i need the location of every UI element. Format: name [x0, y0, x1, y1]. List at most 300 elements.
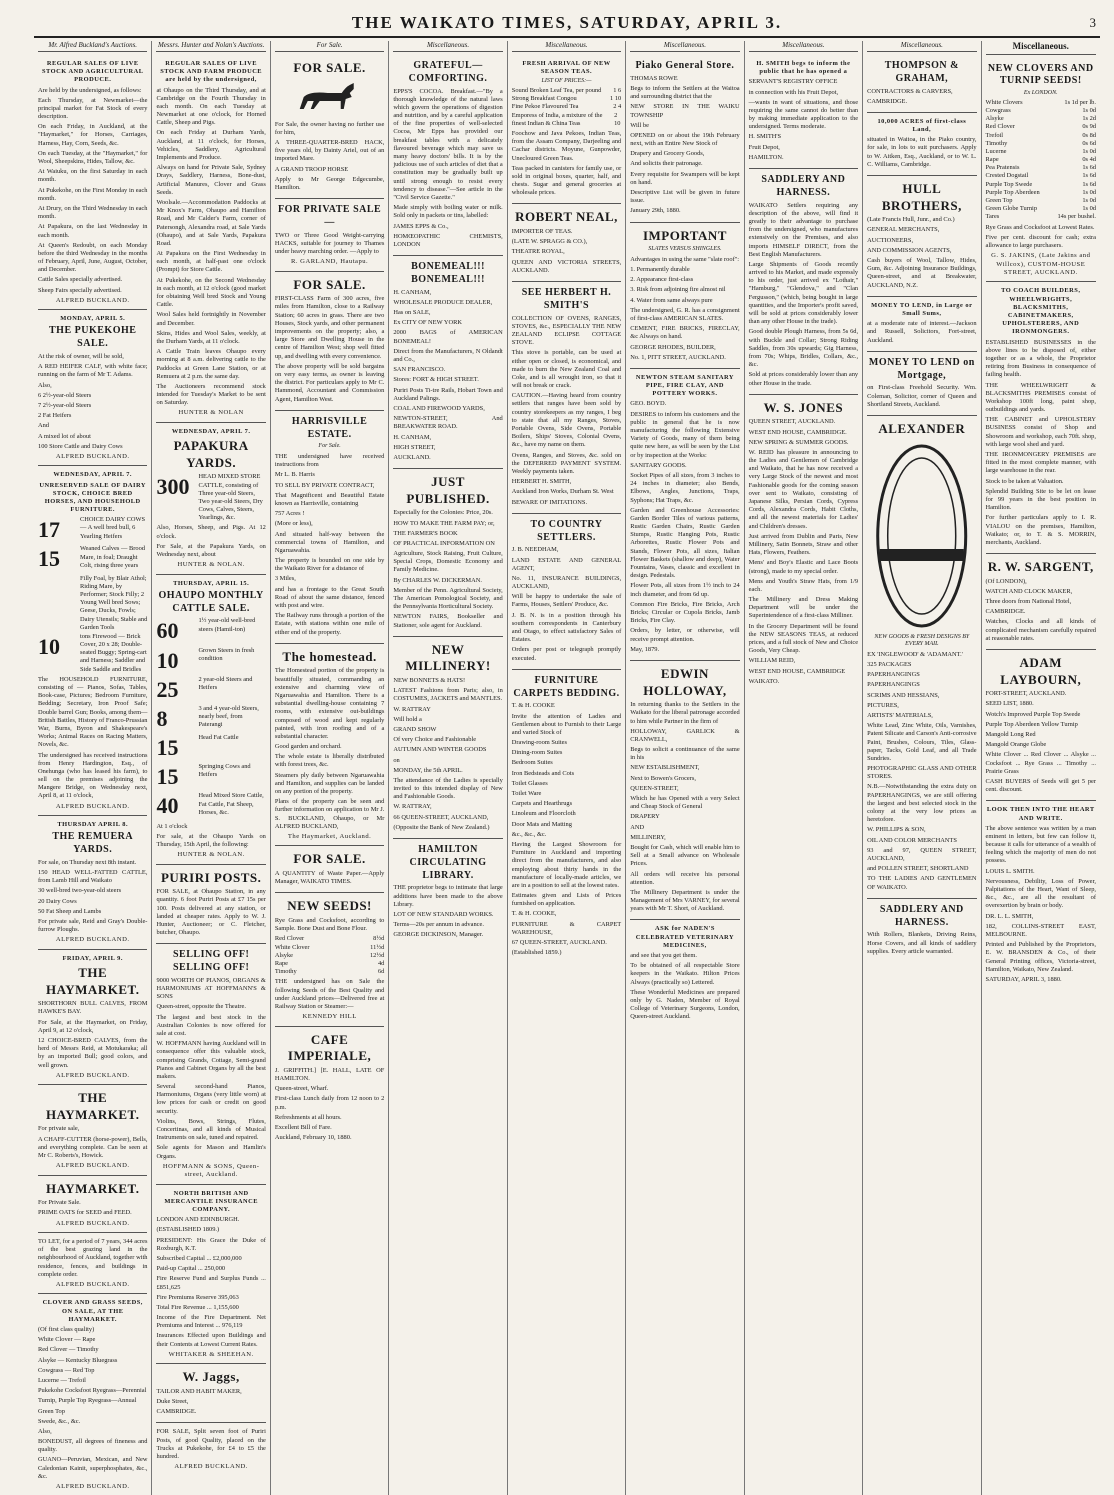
price-item: Alsyke — [985, 115, 1004, 123]
stock-count: 10 — [38, 633, 60, 659]
ad-text: Also, Horses, Sheep, and Pigs. At 12 o'clock. — [156, 524, 266, 540]
ad-heading: NEW SEEDS! — [287, 898, 372, 914]
advertisement — [867, 113, 976, 176]
ad-line: In returning thanks to the Settlers in the Waikato for the liberal patronage accorded to him while Partner in the firm of — [630, 701, 740, 725]
advertisement — [630, 920, 739, 1027]
stock-count: 300 — [156, 474, 190, 500]
ad-line: The whole estate is liberally distributed with forest trees, &c. — [274, 753, 385, 769]
ad-line: Dining-room Suites — [511, 749, 563, 757]
price-row — [986, 156, 1096, 164]
ad-line: The Auctioneers recommend stock intended for Tuesday's Market to be sent on Saturday. — [156, 382, 266, 407]
ad-line: CAMBRIDGE. — [867, 97, 908, 105]
ad-line: Swede, &c., &c. — [38, 1417, 81, 1425]
ad-line: Ex CITY OF NEW YORK — [393, 319, 462, 327]
ad-line: Every requisite for Swampers will be kept on hand. — [630, 170, 740, 186]
price-row — [275, 952, 384, 960]
ad-line: (Established 1859.) — [511, 949, 562, 957]
advertisement — [512, 204, 621, 282]
advertisement — [749, 55, 858, 169]
price-value: 1s 2d — [1082, 115, 1096, 123]
ad-line: GUANO—Peruvian, Mexican, and New Caledonian Kainit, superphosphates, &c., &c. — [38, 1456, 148, 1480]
ad-signature: ALFRED BUCKLAND. — [174, 1463, 248, 1471]
ad-line: WATCH AND CLOCK MAKER, — [985, 587, 1073, 595]
stock-count: 8 — [156, 705, 168, 731]
ad-line: The above property will be sold bargains on very easy terms, as owner is leaving the district. For particulars apply to Mr C. Hammond, Accountant and Commission Agent, Hamilton West. — [274, 362, 385, 403]
price-row — [986, 99, 1096, 107]
advertisement — [275, 55, 384, 199]
ad-line: At Drury, on the Third Wednesday in each month. — [38, 204, 148, 221]
ad-line: Three doors from National Hotel, — [985, 598, 1072, 606]
ad-date: MONDAY, APRIL 5. — [60, 315, 126, 323]
advertisement — [867, 899, 976, 962]
ad-line: (Opposite the Bank of New Zealand.) — [393, 823, 490, 831]
price-item: Alsyke — [274, 951, 293, 959]
ad-line: Fire Premiums Reserve 395,063 — [156, 1293, 239, 1301]
stock-row — [38, 575, 147, 632]
price-row — [275, 960, 384, 968]
column-header: Miscellaneous. — [630, 41, 739, 52]
ad-heading: OHAUPO MONTHLY CATTLE SALE. — [158, 589, 264, 614]
ad-line: Mens and Youth's Straw Hats, from 1/9 each. — [748, 577, 859, 593]
ad-line: For private sale, Reid and Gray's Double-furrow Ploughs. — [38, 918, 148, 934]
ad-line: And situated half-way between the commercial towns of Hamilton, and Ngaruawahia. — [274, 530, 385, 554]
ad-line: SAN FRANCISCO. — [393, 366, 446, 374]
ad-signature: HOFFMANN & SONS, Queen-street, Auckland. — [162, 1162, 260, 1179]
ad-line: These Wonderful Medicines are prepared only by G. Naden, Member of Royal College of Veterinary Surgeons, London, Queen-street Auckland. — [630, 988, 740, 1021]
ad-line: A CHAFF-CUTTER (horse-power), Bells, and everything complete. Can be seen at Mr C. Roberts's, Howick. — [38, 1135, 148, 1160]
ad-line: THE CABINET and UPHOLSTERY BUSINESS consist of Shop and Showroom and workshop, each 70ft. shop, with large wool shed and yard. — [985, 416, 1096, 448]
ad-line: AUCTIONEERS, — [867, 236, 914, 244]
stock-row — [156, 734, 265, 762]
ad-line: TO SELL BY PRIVATE CONTRACT, — [274, 481, 375, 489]
ad-signature: KENNEDY HILL — [302, 1013, 357, 1021]
ad-heading: HULL BROTHERS, — [881, 181, 962, 213]
price-row — [512, 95, 621, 103]
ad-line: At Pukekohe, on the First Monday in each month. — [38, 186, 148, 202]
ad-date: THURSDAY APRIL 8. — [57, 821, 129, 829]
ad-line: THE undersigned has on Sale the following Seeds of the Best Quality and under Auckland prices—Delivered free at Railway Station or Steamer:— — [274, 978, 385, 1010]
advertisement — [393, 839, 502, 946]
stock-description: Filly Foal, by Blair Athol; Riding Mare, by Performer; Stock Filly; 2 Young Well bred Sows; Geese, Ducks, Fowls; Dairy Utensils; Stable and Garden Tools — [80, 574, 148, 631]
price-value: 2 10 — [614, 111, 621, 127]
ad-line: (Of LONDON), — [985, 577, 1027, 585]
ad-line: 20 Dairy Cows — [38, 897, 77, 905]
price-row — [986, 123, 1096, 131]
ad-heading: SADDLERY AND HARNESS. — [761, 174, 846, 198]
advertisement — [986, 801, 1096, 990]
price-value: 2 4 — [613, 103, 622, 111]
ad-signature: ALFRED BUCKLAND. — [55, 452, 130, 460]
ad-line: THE FARMER'S BOOK — [393, 529, 458, 537]
stock-count: 60 — [156, 618, 179, 644]
stock-description: 1½ year-old well-bred steers (Hamil-ton) — [198, 617, 256, 633]
ad-line: T. & H. COOKE, — [511, 910, 557, 918]
stock-description: CHOICE DAIRY COWS — A well bred bull, 6 Yearling Heifers — [80, 516, 146, 540]
ad-heading: FOR SALE. — [293, 851, 366, 867]
ad-signature: ALFRED BUCKLAND. — [55, 802, 130, 810]
ad-heading: REGULAR SALES OF LIVE STOCK AND AGRICULTURAL PRODUCE. — [41, 59, 144, 84]
ad-line: A QUANTITY of Waste Paper.—Apply Manager, WAIKATO TIMES. — [274, 870, 385, 886]
ad-line: For Sale, at the Haymarket, on Friday, April 9, at 12 o'clock, — [38, 1018, 148, 1034]
advertisement — [38, 1176, 147, 1233]
ad-line: Apply to Mr George Edgecumbe, Hamilton. — [274, 175, 385, 191]
price-value: 6d — [377, 968, 385, 976]
ad-line: Mangold Long Red — [985, 731, 1036, 739]
ad-line: Turnip, Purple Top Ryegrass—Annual — [38, 1397, 137, 1405]
ad-heading: W. Jaggs, — [182, 1369, 240, 1385]
ad-line: FIRST-CLASS Farm of 300 acres, five miles from Hamilton, close to a Railway Station; 60 acres in grass. There are two Houses, Stock yards, and other permanent improvements on the property; also, a large Store and Dwelling House in the centre of Hamilton West; shop well fitted up, and dwelling with every convenience. — [274, 295, 385, 360]
price-value: 1 10 — [610, 95, 622, 103]
ad-line: Also, — [38, 381, 52, 389]
price-row — [275, 935, 384, 943]
ad-line: HOW TO MAKE THE FARM PAY; or, — [393, 519, 495, 527]
ad-line: First-class Lunch daily from 12 noon to 2 p.m. — [274, 1095, 385, 1111]
ad-line: Insurances Effected upon Buildings and their Contents at Lowest Current Rates. — [156, 1332, 266, 1348]
ad-heading: MONEY TO LEND, in Large or Small Sums, — [871, 301, 973, 317]
stock-row — [156, 676, 265, 704]
price-value: 1s 6d — [1082, 180, 1096, 188]
advertisement — [867, 352, 976, 416]
ad-heading: THE HAYMARKET. — [45, 1090, 140, 1122]
ad-line: N.B.—Notwithstanding the extra duty on PAPERHANGINGS, we are still offering the largest and best selected stock in the colony at the very low prices as heretofore. — [867, 783, 977, 824]
ad-signature: ALFRED BUCKLAND. — [55, 1162, 130, 1170]
column-header: Miscellaneous. — [393, 41, 502, 52]
ad-line: TO THE LADIES AND GENTLEMEN OF WAIKATO. — [867, 875, 977, 891]
ad-line: —wants in want of situations, and those requiring the same cannot do better than by making immediate application to the undersigned. Terms moderate. — [748, 98, 859, 131]
advertisement — [986, 58, 1096, 283]
ad-line: BEWARE OF IMITATIONS. — [511, 498, 588, 506]
ad-line: Puriri Posts Ti-tre Rails, Hobart Town and Auckland Palings. — [393, 386, 503, 402]
ad-line: Alsyke — Kentucky Bluegrass — [38, 1356, 118, 1364]
ad-heading: FRESH ARRIVAL OF NEW SEASON TEAS. — [522, 59, 611, 76]
advertisement — [156, 1364, 265, 1423]
ad-line: Next to Bowen's Grocers, — [630, 774, 696, 782]
ad-line: 757 Acres ! — [274, 510, 305, 518]
stock-row — [38, 633, 147, 674]
ad-line: Subscribed Capital ... £2,000,000 — [156, 1254, 242, 1262]
price-row — [986, 107, 1096, 115]
ad-line: Plans of the property can be seen and further information on application to Mr J. S. BUCKLAND, Ohaupo, or Mr ALFRED BUCKLAND, — [274, 798, 385, 830]
ad-heading: ASK for NADEN'S CELEBRATED VETERINARY MEDICINES, — [635, 925, 735, 949]
ad-heading: BONEMEAL!!! BONEMEAL!!! — [411, 261, 485, 285]
ad-heading: HAYMARKET. — [45, 1180, 140, 1196]
ad-line: For Sale, the owner having no further use for him, — [274, 120, 385, 136]
ad-line: The attendance of the Ladies is specially invited to this intended display of New and Fashionable Goods. — [393, 776, 503, 801]
stock-description: Head Fat Cattle — [198, 734, 239, 742]
ad-line: W. HOFFMANN having Auckland will in consequence offer this valuable stock, comprising Grands, Cottage, Semi-grand Pianos and Cabinet Organs by all the best makers. — [156, 1040, 266, 1080]
ad-line: WAIKATO. — [748, 677, 780, 685]
ad-line: J. B. N. is in a position through his southern correspondents in Canterbury and Otago, to effect satisfactory Sales of Estates. — [511, 611, 622, 644]
ad-heading: EDWIN HOLLOWAY, — [643, 665, 727, 698]
ad-line: GRAND SHOW — [393, 725, 437, 733]
ad-line: HOLLOWAY, GARLICK & CRANWELL, — [630, 727, 740, 743]
ad-heading: 10,000 ACRES of first-class Land, — [877, 117, 967, 134]
ad-line: Lucerne — Trefoil — [38, 1376, 86, 1384]
ad-line: NEW BONNETS & HATS! — [393, 677, 466, 685]
ad-line: Duke Street, — [156, 1398, 189, 1406]
ad-text: At 1 o'clock — [156, 822, 188, 830]
advertisement — [38, 466, 147, 816]
ad-line: TWO or Three Good Weight-carrying HACKS, suitable for journey to Thames under heavy marching order. —Apply to — [274, 231, 385, 256]
price-value: 12½d — [369, 951, 385, 959]
ad-line: EPPS'S COCOA. Breakfast.—"By a thorough knowledge of the natural laws which govern the operations of digestion and nutrition, and by a careful application of the fine properties of well-selected Cocoa, Mr Epps has provided our breakfast tables with a delicately flavoured beverage which may save us many heavy doctors' bills. It is by the judicious use of such articles of diet that a constitution may be gradually built up until strong enough to resist every tendency to disease."—See article in the "Civil Service Gazette." — [393, 87, 503, 201]
ad-line: Linoleum and Floorcloth — [511, 810, 576, 818]
ad-line: No. 11, INSURANCE BUILDINGS, AUCKLAND, — [511, 574, 622, 591]
ad-heading: CAFE IMPERIALE, — [287, 1031, 372, 1064]
advertisement — [275, 644, 384, 847]
price-value: 1s 0d — [1082, 147, 1096, 155]
price-value: 8½d — [373, 935, 385, 943]
ad-line: 4. Water from same always pure — [630, 296, 713, 304]
stock-row — [156, 617, 265, 645]
advertisement — [38, 950, 147, 1085]
ad-heading: TO COACH BUILDERS, WHEELWRIGHTS, BLACKSMITHS, CABINETMAKERS, UPHOLSTERERS, AND IRONMONGERS. — [1001, 287, 1081, 336]
ad-line: IMPORTER OF TEAS. — [511, 228, 573, 236]
ad-line: situated in Waitoa, in the Piako country, for sale, in lots to suit purchasers. Apply to W. Aitken, Esq., Auckland, or to W. L. C. Williams, Cambridge. — [867, 136, 977, 168]
ad-line: TO LET, for a period of 7 years, 344 acres of the best grazing land in the neighbourhood of Auckland, together with residence, fences, and buildings in complete order. — [38, 1238, 148, 1278]
ad-line: Paid-up Capital ... 250,000 — [156, 1265, 226, 1273]
alexander-seal-icon — [867, 441, 976, 631]
ad-line: WEST END HOUSE, CAMBRIDGE. — [748, 428, 847, 436]
ad-line: (Late Francis Hull, Junr., and Co.) — [867, 216, 955, 224]
price-row — [986, 164, 1096, 172]
ad-line: 2. Appearance first-class — [630, 276, 694, 284]
advertisement — [38, 1085, 147, 1175]
price-item: Sound Broken Leaf Tea, per pound — [511, 87, 602, 94]
stock-count: 40 — [156, 793, 179, 819]
ad-line: EX 'INGLEWOOD' & 'ADAMANT.' — [867, 650, 963, 658]
ad-line: Steamers ply daily between Ngaruawahia and Hamilton, and supplies can be landed on any portion of the property. — [274, 771, 385, 795]
stock-description: HEAD MIXED STORE CATTLE, consisting of Three year-old Steers, Two year-old Steers, Dry Cows, Calves, Steers, Yearlings, &c. — [198, 473, 263, 522]
advertisement — [749, 169, 858, 395]
ad-line: THOMAS ROWE — [630, 74, 678, 82]
ad-line: Will hold a — [393, 715, 422, 723]
ad-line: At Papakura, on the last Wednesday in each month. — [38, 223, 148, 239]
ad-line: By CHARLES W. DICKERMAN. — [393, 576, 482, 584]
ad-line: Queen-street, opposite the Theatre. — [156, 1003, 246, 1011]
ad-line: White Clover — Rape — [38, 1336, 96, 1344]
advertisement — [393, 256, 502, 469]
ad-line: Just arrived from Dublin and Paris, New Millinery, Satin Bonnets, Straw and other Hats, Flowers, Feathers. — [748, 532, 859, 557]
ad-line: Large Shipments of Goods recently arrived to his Market, and made expressly to his order, just arrived ex "Lothair," "Hamburg," "Glendova," and "Clan Fergusson," (which, being bought in large quantities, and the Importer's profit saved, will be sold at prices considerably lower than any other House in the trade). — [748, 260, 859, 326]
ad-line: Invite the attention of Ladies and Gentlemen about to Furnish to their Large and varied Stock of — [511, 712, 622, 736]
price-value: 1s 1d per lb. — [1064, 98, 1096, 106]
ad-line: That Magnificent and Beautiful Estate known as Harrisville, containing — [274, 491, 385, 507]
ad-signature: G. S. JAKINS, (Late Jakins and Willcox), CUSTOM-HOUSE STREET, AUCKLAND. — [991, 252, 1091, 277]
ad-line: Good garden and orchard. — [274, 743, 342, 751]
ad-line: Estimates given and Lists of Prices furnished on application. — [511, 892, 622, 908]
ad-line: Woolsale.—Accommodation Paddocks at Mr Knox's Farm, Ohaupo and Hamilton Road, and Mr Calder's Farm, corner of Patersongh, Alexandra road, at Sale Yards (Ohaupo), and at Sale Yards, Papakura Road. — [156, 198, 266, 247]
ad-line: SCRIMS AND HESSIANS, — [867, 691, 940, 699]
ad-line: Cowgrass — Red Top — [38, 1366, 95, 1374]
ad-line: CASH BUYERS of Seeds will get 5 per cent. discount. — [985, 777, 1096, 794]
price-value: 1s 0d — [1082, 106, 1096, 114]
ad-heading: CLOVER AND GRASS SEEDS, ON SALE, AT THE HAYMARKET. — [42, 1299, 143, 1323]
ad-line: 100 Store Cattle and Dairy Cows — [38, 442, 123, 450]
ad-heading: SELLING OFF! SELLING OFF! — [173, 949, 250, 974]
price-item: Trefoil — [985, 131, 1004, 139]
price-item: Green Globe Turnip — [985, 205, 1038, 213]
price-value: 0s 9d — [1082, 123, 1096, 131]
advertisement — [275, 846, 384, 893]
price-row — [512, 87, 621, 95]
ad-line: CAMBRIDGE. — [985, 608, 1026, 616]
stock-description: tons Firewood — Brick Cover, 20 x 28; Double-seated Buggy; Spring-cart and Harness; Saddler and Side Saddle and Bridles — [80, 632, 147, 673]
ad-line: The property is bounded on one side by the Waikato River for a distance of — [274, 557, 385, 573]
ad-line: Good double Plough Harness, from 5s 6d, with Buckle and Collar; Strong Riding Saddles, from 30s upwards; Gig Harness, from 70s; Whips, Bridles, Collars, &c., &c. — [748, 328, 859, 369]
ad-line: Cash buyers of Wool, Tallow, Hides, Gum, &c. Adjoining Insurance Buildings, Queen-street, and at Breakwater, AUCKLAND, N.Z. — [867, 257, 977, 289]
ad-heading: FURNITURE CARPETS BEDDING. — [513, 674, 620, 699]
column-header: Miscellaneous. — [749, 41, 858, 52]
ad-heading: SEE HERBERT H. SMITH'S — [521, 287, 612, 311]
ad-heading: UNRESERVED SALE OF DAIRY STOCK, CHOICE BRED HORSES, AND HOUSEHOLD FURNITURE. — [39, 481, 147, 514]
price-row — [986, 148, 1096, 156]
advertisement — [38, 55, 147, 310]
price-item: White Clover — [274, 943, 310, 951]
ad-subheading: SLATES VERSUS SHINGLES. — [648, 246, 722, 253]
ad-line: SHORTHORN BULL CALVES, FROM HAWKE'S BAY. — [38, 1000, 148, 1016]
ad-line: Each Thursday, at Newmarket—the principal market for Fat Stock of every description. — [38, 96, 148, 121]
advertisement — [275, 411, 384, 644]
ad-line: CONTRACTORS & CARVERS, — [867, 87, 953, 95]
ad-line: A GRAND TROOP HORSE — [274, 165, 349, 173]
price-item: Purple Top Aberdeen — [985, 188, 1040, 196]
ad-line: AUTUMN AND WINTER GOODS — [393, 746, 487, 754]
columns-container — [34, 41, 1100, 1491]
stock-row — [38, 545, 147, 573]
ad-line: HAMILTON. — [748, 153, 784, 161]
ad-line: Mr L. B. Harris — [274, 471, 315, 479]
ad-line: W. REID has pleasure in announcing to the Ladies and Gentlemen of Cambridge and Waikato, that he has now received a very Large Stock of the newest and most Fashionable goods for the coming season over sent to Waikato, consisting of Japanese Silks, Persian Cords, Cypress Cords, Alexandra Cords, Habit Cloths, and all the newest materials for Ladies' and Children's dresses. — [748, 448, 859, 530]
advertisement — [986, 650, 1096, 801]
ad-line: W. RATTRAY — [393, 705, 431, 713]
ad-line: W. PHILLIPS & SON, — [867, 826, 926, 834]
ad-line: WHOLESALE PRODUCE DEALER, — [393, 298, 493, 306]
ad-line: Made simply with boiling water or milk. Sold only in packets or tins, labelled: — [393, 204, 503, 220]
column-4 — [389, 41, 507, 1495]
ad-line: Sheep Fairs specially advertised. — [38, 286, 122, 294]
column-2 — [152, 41, 270, 1495]
ad-line: Begs to inform the Settlers at the Waitoa and surrounding district that the — [630, 84, 740, 101]
ad-signature: The Haymarket, Auckland. — [287, 832, 372, 840]
ad-line: Five per cent. discount for cash; extra allowance to large purchasers. — [985, 233, 1096, 249]
ad-heading: MONEY TO LEND on Mortgage, — [868, 356, 975, 381]
column-5 — [508, 41, 626, 1495]
ad-line: 6 2½-year-old Steers — [38, 391, 92, 399]
stock-description: Head Mixed Store Cattle, Fat Cattle, Fat Sheep, Horses, &c. — [198, 792, 264, 816]
ad-line: NEWTON-STREET, And BREAKWATER ROAD. — [393, 415, 503, 431]
price-item: White Clovers — [985, 98, 1023, 106]
ad-line: 150 HEAD WELL-FATTED CATTLE, from Lamb Hill and Waikato — [38, 869, 148, 885]
advertisement — [512, 670, 621, 964]
ad-line: Teas packed in canisters for family use, or sold in original boxes, quarter, half, and chests. Sugar and general groceries at wholesale prices. — [511, 164, 622, 197]
stock-count: 15 — [38, 546, 60, 572]
ad-line: BONEDUST, all degrees of fineness and quality. — [38, 1438, 148, 1454]
ad-line: AND COMMISSION AGENTS, — [867, 246, 952, 254]
price-value: 0s 4d — [1082, 156, 1096, 164]
ad-line: 182, COLLINS-STREET EAST, MELBOURNE. — [985, 922, 1096, 938]
ad-line: This stove is portable, can be used at either open or closed, is economical, and made to burn the New Zealand Coal and Coke, and is all wrought iron, so that it will not break or crack. — [511, 349, 622, 390]
ad-line: On each Tuesday, at the "Haymarket," for Wool, Sheepskins, Hides, Tallow, &c. — [38, 149, 148, 166]
ad-line: PAPERHANGINGS — [867, 671, 920, 679]
ad-line: WEST END HOUSE, CAMBRIDGE — [748, 667, 846, 675]
advertisement — [156, 55, 265, 423]
ad-line: LOT OF NEW STANDARD WORKS. — [393, 910, 494, 918]
ad-signature: ALFRED BUCKLAND. — [55, 936, 130, 944]
ad-heading: H. SMITH begs to inform the public that he has opened a — [756, 59, 851, 76]
column-3 — [271, 41, 389, 1495]
advertisement — [512, 282, 621, 514]
ad-line: ESTABLISHED BUSINESSES in the above lines to be disposed of, either together or as a whole, the Proprietor retiring from Business in consequence of failing health. — [985, 338, 1096, 379]
price-item: Purple Top Swede — [985, 180, 1033, 188]
price-row — [986, 205, 1096, 213]
stock-row — [156, 792, 265, 820]
ad-heading: REGULAR SALES OF LIVE STOCK AND FARM PRODUCE are held by the undersigned, — [160, 59, 263, 84]
stock-description: 3 and 4 year-old Steers, nearly beef, from Paterangi — [198, 704, 259, 729]
advertisement — [867, 55, 976, 113]
advertisement — [156, 423, 265, 575]
column-header: Messrs. Hunter and Nolan's Auctions. — [156, 41, 265, 52]
ad-line: 7 2½-year-old Steers — [38, 401, 92, 409]
stock-row — [156, 705, 265, 733]
ad-date: WEDNESDAY, APRIL 7. — [53, 471, 133, 479]
price-row — [986, 115, 1096, 123]
price-item: Pea Pratensis — [985, 164, 1020, 172]
price-row — [986, 181, 1096, 189]
ad-line: NEWTON FAIRS, Bookseller and Stationer, sole agent for Auckland. — [393, 613, 503, 629]
ad-line: Queen-street, Wharf. — [274, 1085, 329, 1093]
ad-heading: NEW CLOVERS AND TURNIP SEEDS! — [987, 62, 1094, 87]
ad-line: Orders, by letter, or otherwise, will receive prompt attention. — [630, 627, 740, 643]
ad-line: With Rollers, Blankets, Driving Reins, Horse Covers, and all kinds of saddlery supplies. Every article warranted. — [867, 931, 977, 955]
ad-line: No. 1, PITT STREET, AUCKLAND. — [630, 353, 726, 361]
ad-line: The Millinery Department is under the Management of Mrs VARNEY, for several years with Mr T. Short, of Auckland. — [630, 888, 740, 913]
ad-heading: PURIRI POSTS. — [160, 869, 262, 885]
ad-line: And — [38, 422, 50, 430]
stock-row — [156, 647, 265, 675]
ad-line: in connection with his Fruit Depot, — [748, 88, 839, 96]
ad-line: May, 1879. — [630, 645, 660, 653]
advertisement — [156, 1423, 265, 1475]
ad-heading: THE HAYMARKET. — [45, 965, 140, 997]
ad-line: CAUTION.—Having heard from country settlers that ranges have been sold by country storekeepers as my ranges, I beg to state that all my Ranges, Stoves, Portable Ovens, Side Ovens, Portable Boilers, Ships' Stoves, Colonial Ovens, &c., have my name on them. — [511, 392, 622, 449]
ad-line: Several second-hand Pianos, Harmoniums, Organs (very little worn) at low prices for cash or credit on good security. — [156, 1083, 266, 1115]
ad-heading: R. W. SARGENT, — [987, 559, 1094, 575]
ad-line: PICTURES, — [867, 701, 899, 709]
price-value: 1s 6d — [1082, 172, 1096, 180]
ad-line: LAND ESTATE AND GENERAL AGENT, — [511, 556, 622, 572]
ad-heading: HAMILTON CIRCULATING LIBRARY. — [409, 844, 487, 881]
ad-line: 2 Fat Heifers — [38, 412, 72, 420]
price-value: 14s per bushel. — [1057, 213, 1096, 221]
advertisement — [393, 469, 502, 637]
ad-line: Auckland Iron Works, Durham St. West — [511, 488, 614, 496]
ad-line: on First-class Freehold Security. Wm. Coleman, Solicitor, corner of Queen and Shortland Streets, Auckland. — [867, 384, 977, 408]
ad-line: on — [393, 756, 400, 764]
price-value: 0s 8d — [1082, 131, 1096, 139]
stock-count: 15 — [156, 735, 179, 761]
price-row — [986, 213, 1096, 221]
ad-line: (Of first class quality) — [38, 1326, 95, 1334]
column-7 — [745, 41, 863, 1495]
ad-text: Rye Grass and Cocksfoot, according to Sample. Bone Dust and Bone Flour. — [274, 917, 385, 933]
price-item: Lucerne — [985, 147, 1007, 155]
ad-line: A mixed lot of about — [38, 432, 91, 440]
ad-line: Member of the Penn. Agricultural Society, The American Pomological Society, and the Pennsylvania Horticultural Society. — [393, 586, 503, 611]
ad-signature: ALFRED BUCKLAND. — [55, 1219, 130, 1227]
ad-line: Begs to solicit a continuance of the same in his — [630, 746, 740, 762]
ad-line: All orders will receive his personal attention. — [630, 870, 740, 886]
